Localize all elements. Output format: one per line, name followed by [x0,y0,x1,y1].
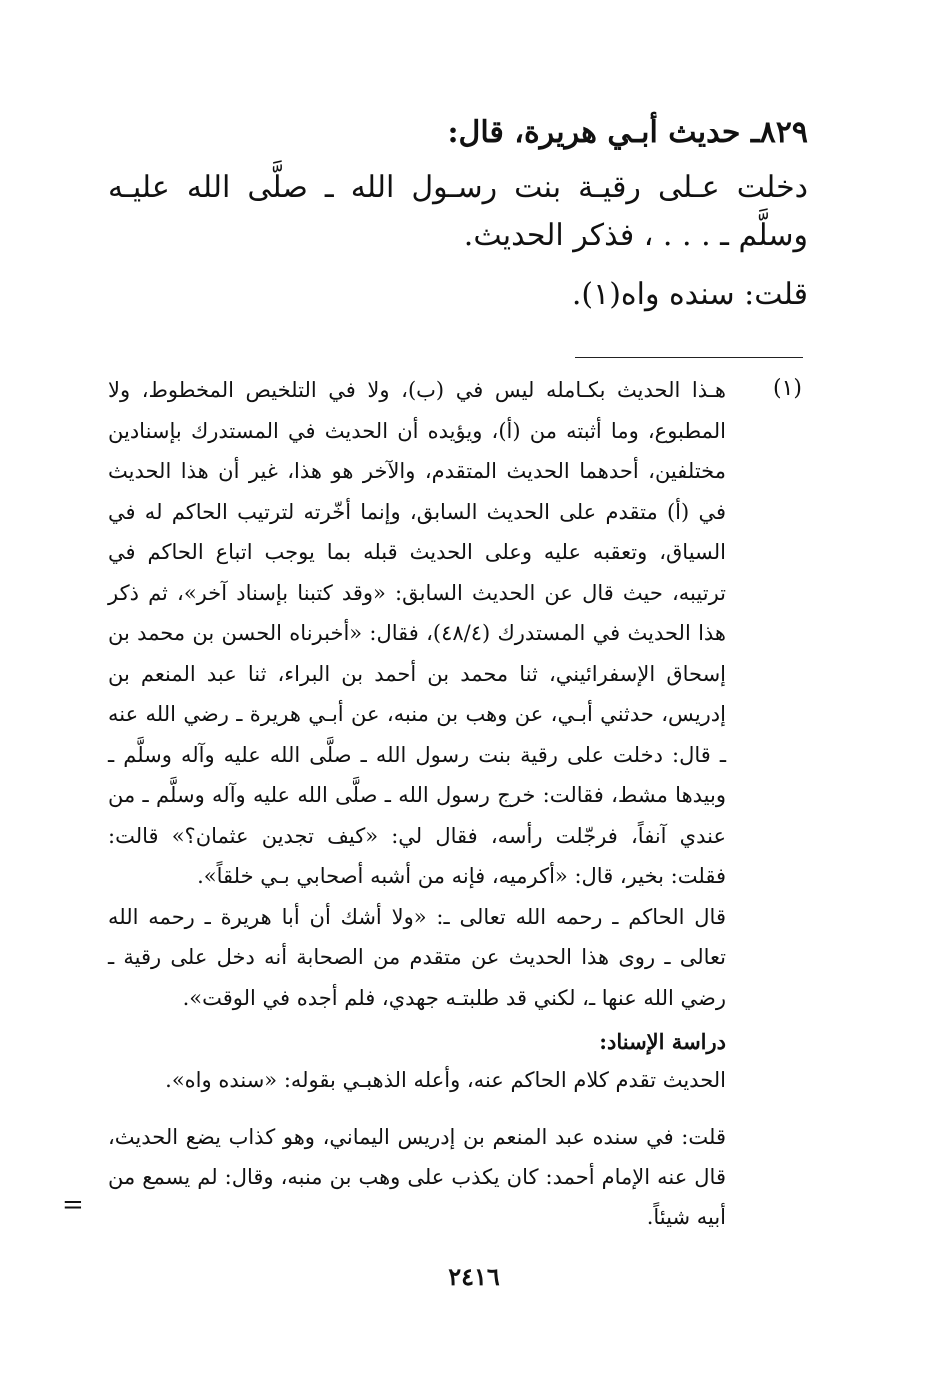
footnote-body [108,370,726,1018]
footnote-paragraph-2: قال الحاكم ـ رحمه الله تعالى ـ: «ولا أشك أن أبا هريرة ـ رحمه الله تعالى ـ روى هذا الحديث عن متقدم من الصحابة أنه دخل على رقية ـ رضي الله عنها ـ، لكني قد طلبتـه جهدي، فلم أجده في الوقت». [108,904,726,1010]
study-qult-paragraph: قلت: في سنده عبد المنعم بن إدريس اليماني، وهو كذاب يضع الحديث، قال عنه الإمام أحمد: كان يكذب على وهب بن منبه، وقال: لم يسمع من أبيه شيئاً. [108,1125,726,1229]
hadith-title-text: ـ حديث أبـي هريرة، قال: [447,115,760,150]
footnote-separator [575,357,803,358]
footnote-paragraph-1: هـذا الحديث بكـامله ليس في (ب)، ولا في التلخيص المخطوط، ولا المطبوع، وما أثبته من (أ)، ويؤيده أن الحديث في المستدرك بإسنادين مختلفين، أحدهما الحديث المتقدم، والآخر هو هذا، غير أن هذا الحديث في (أ) متقدم على الحديث السابق، وإنما أخّرته لترتيب الحاكم له في السياق، وتعقبه عليه وعلى الحديث قبله بما يوجب اتباع الحاكم في ترتيبه، حيث قال عن الحديث السابق: «وقد كتبنا بإسناد آخر»، ثم ذكر هذا الحديث في المستدرك (٤٨/٤)، فقال: «أخبرناه الحسن بن محمد بن إسحاق الإسفرائيني، ثنا محمد بن أحمد بن البراء، ثنا عبد المنعم بن إدريس، حدثني أبـي، عن وهب بن منبه، عن أبـي هريرة ـ رضي الله عنه ـ قال: دخلت على رقية بنت رسول الله ـ صلَّى الله عليه وآله وسلَّم ـ وبيدها مشط، فقالت: خرج رسول الله ـ صلَّى الله عليه وآله وسلَّم ـ من عندي آنفاً، فرجّلت رأسه، فقال لي: «كيف تجدين عثمان؟» قالت: فقلت: بخير، قال: «أكرميه، فإنه من أشبه أصحابي بـي خلقاً». [108,378,726,888]
study-heading: دراسة الإسناد: [599,1029,726,1054]
hadith-heading [108,110,808,156]
page-number: ٢٤١٦ [448,1262,500,1291]
hadith-block [108,110,808,318]
hadith-number: ٨٢٩ [759,115,808,150]
footnote-marker: (١) [772,376,802,401]
continuation-mark: = [62,1190,84,1220]
hadith-grading-note: قلت: سنده واه(١). [571,277,808,312]
study-text: الحديث تقدم كلام الحاكم عنه، وأعله الذهبـي بقوله: «سنده واه». [165,1068,726,1092]
hadith-text: دخلت عـلى رقيـة بنت رسـول الله ـ صلَّى الله عليـه وسلَّم ـ . . . ، فذكر الحديث. [108,170,808,253]
